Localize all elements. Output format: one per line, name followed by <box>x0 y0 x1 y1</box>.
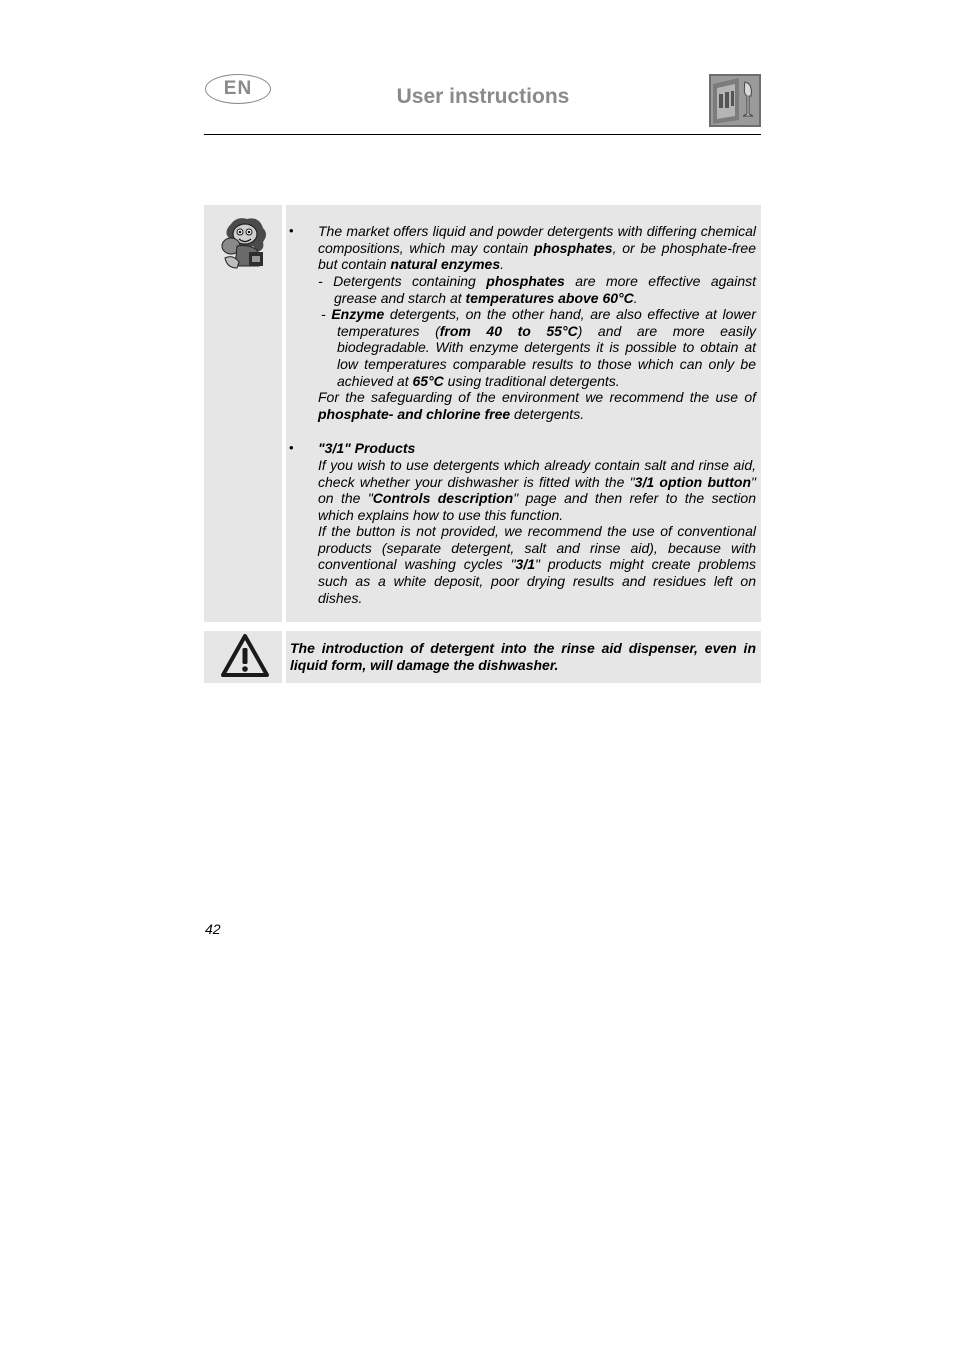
heading-3-1-products: "3/1" Products <box>318 440 416 456</box>
icon-cell <box>204 205 282 622</box>
warning-triangle-icon <box>220 633 270 679</box>
sub-paragraph-enzyme: - Enzyme detergents, on the other hand, are also effective at lower temperatures (from 40 to 55°C) and are more easily biodegradable. With enzyme detergents it is possible to obtain at low temperatures comparable results to those which can only be achieved at 65°C using traditional detergents. <box>321 306 757 389</box>
paragraph-environment: For the safeguarding of the environment we recommend the use of phosphate- and chlorine free detergents. <box>318 389 756 422</box>
paragraph-3-1-option: If you wish to use detergents which already contain salt and rinse aid, check whether your dishwasher is fitted with the "3/1 option button" on the "Controls description" page and then refer to the section which explains how to use this function. <box>318 457 756 524</box>
dishwasher-icon <box>709 74 761 127</box>
bullet: • <box>289 223 294 238</box>
bullet: • <box>289 440 294 455</box>
warning-text: The introduction of detergent into the rinse aid dispenser, even in liquid form, will damage the dishwasher. <box>290 640 756 673</box>
header-rule <box>204 134 761 135</box>
language-badge: EN <box>205 74 271 104</box>
sub-paragraph-phosphates: - Detergents containing phosphates are more effective against grease and starch at temperatures above 60°C. <box>318 273 757 306</box>
paragraph-conventional-products: If the button is not provided, we recommend the use of conventional products (separate detergent, salt and rinse aid), because with conventional washing cycles "3/1" products might create problems such as a white deposit, poor drying results and residues left on dishes. <box>318 523 756 606</box>
page-number: 42 <box>205 921 221 937</box>
warning-text-cell <box>286 631 761 683</box>
cartoon-mascot-icon <box>219 216 269 271</box>
paragraph-detergents: The market offers liquid and powder detergents with differing chemical compositions, which may contain phosphates, or be phosphate-free but contain natural enzymes. <box>318 223 756 273</box>
warning-icon-cell <box>204 631 282 683</box>
text-cell <box>286 205 761 622</box>
page-title: User instructions <box>396 85 570 108</box>
